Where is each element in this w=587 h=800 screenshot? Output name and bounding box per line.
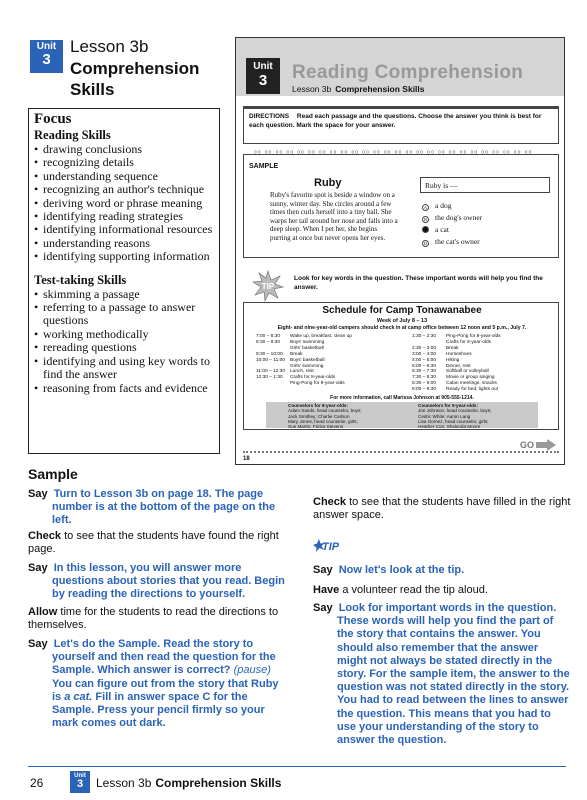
reading-skill-item: • identifying supporting information	[34, 250, 214, 263]
counselors-box	[266, 402, 538, 428]
test-skill-item: • identifying and using key words to find the answer	[34, 355, 214, 382]
schedule-time: 9:00 – 9:30	[412, 387, 437, 393]
answer-option-text: a cat	[435, 225, 449, 234]
answer-bubble-icon: A	[423, 205, 428, 210]
counselor-line: Counselors for 9-year-olds:	[418, 403, 478, 408]
schedule-activity: Horseshoes	[446, 351, 472, 357]
schedule-activity: Lunch, rest	[290, 369, 314, 375]
tip-icon	[313, 538, 353, 554]
note-check-2: Check to see that the students have filled in the right answer space.	[313, 496, 571, 522]
counselors-9	[418, 403, 548, 429]
schedule-activity: Movie or group singing	[446, 375, 495, 381]
schedule-activity: Ping-Pong for 8-year-olds	[446, 334, 501, 339]
schedule-activity: Boys' basketball	[290, 357, 325, 363]
counselor-line: Lisa Gomez, head counselor, girls;	[418, 418, 489, 424]
test-skill-item: • reasoning from facts and evidence	[34, 382, 214, 395]
answer-bubble-icon: D	[423, 241, 428, 246]
svg-text:TIP: TIP	[261, 282, 275, 291]
schedule-box	[243, 302, 559, 430]
answer-option	[422, 213, 482, 223]
arrow-right-icon	[536, 439, 556, 451]
schedule-activity: Break	[290, 351, 303, 357]
story-text: Ruby's favorite spot is beside a window on a sunny, winter day. She circles around a few times then curls herself into a tiny ball. She warps her tail around her nose and falls into a deep sleep. When I pet her, she begins purring at once but never opens her eyes.	[270, 191, 398, 242]
dotted-divider	[243, 451, 559, 453]
schedule-time: 1:30 – 2:30	[412, 334, 437, 339]
reading-skill-item: • identifying reading strategies	[34, 210, 214, 223]
reading-skill-item: • recognizing an author's technique	[34, 183, 214, 196]
tip-text: Look for key words in the question. These important words will help you find the answer.	[294, 275, 543, 291]
schedule-time: 10:00 – 11:00	[256, 357, 285, 363]
go-label: GO	[520, 440, 535, 450]
counselor-line: Heather Coe; Shalonda Moore	[418, 424, 481, 430]
reading-skills-list	[34, 143, 214, 264]
schedule-title: Schedule for Camp Tonawanabee	[322, 305, 482, 316]
schedule-activity: Crafts for 9-year-olds	[446, 339, 492, 345]
reading-skill-item: • deriving word or phrase meaning	[34, 197, 214, 210]
test-skill-item: • rereading questions	[34, 341, 214, 354]
student-unit-badge: Unit 3	[246, 58, 280, 94]
schedule-time: 11:00 – 12:30	[256, 369, 285, 375]
counselor-line: Jack Smithey; Charlie Carlson	[288, 413, 350, 419]
student-page-number: 18	[243, 456, 250, 462]
footer-page-number: 26	[30, 776, 44, 790]
page-title: Comprehension Skills	[70, 59, 200, 99]
reading-skill-item: • identifying informational resources	[34, 223, 214, 236]
sample-heading: Sample	[28, 466, 78, 482]
note-check-1: Check to see that the students have found the right page.	[28, 530, 279, 556]
sample-box	[243, 150, 559, 258]
footer-divider	[28, 766, 566, 767]
reading-skill-item: • recognizing details	[34, 156, 214, 169]
reading-skill-item: • understanding reasons	[34, 237, 214, 250]
student-page-title: Reading Comprehension	[292, 62, 524, 83]
sample-label: SAMPLE	[249, 163, 279, 170]
student-page-subtitle: Lesson 3b Comprehension Skills	[292, 84, 425, 94]
schedule-time: 7:30 – 8:30	[412, 375, 437, 381]
answer-option	[422, 237, 480, 247]
schedule-time: 8:30 – 9:00	[412, 381, 437, 387]
schedule-activity: Wake up, breakfast, clean up	[290, 334, 352, 339]
reading-skill-item: • drawing conclusions	[34, 143, 214, 156]
schedule-activity: Softball or volleyball	[446, 369, 489, 375]
schedule-note: Eight- and nine-year-old campers should check in at camp office between 12 noon and 5 p.m., July 7.	[277, 325, 527, 331]
answer-option	[422, 225, 449, 234]
schedule-time: 12:30 – 1:30	[256, 375, 283, 381]
directions-box: DIRECTIONS Read each passage and the questions. Choose the answer you think is best for each question. Mark the space for your answer.	[243, 106, 559, 144]
note-say-3: Say Let's do the Sample. Read the story to yourself and then read the question for the Sample. Which answer is correct? (pause) You can figure out from the story that Ruby is a cat. Fill in answer space C for the Sample. Press your pencil firmly so your mark comes out dark.	[28, 638, 279, 730]
schedule-info: For more information, call Marissa Johnson at 905-555-1214.	[330, 395, 474, 401]
footer-unit-badge: Unit 3	[70, 771, 90, 793]
counselor-line: Cedric White; Aaron Lang	[418, 413, 471, 419]
schedule-activity: Girls' swimming	[290, 363, 324, 369]
student-page-header	[236, 38, 564, 96]
story-title: Ruby	[314, 177, 342, 189]
schedule-time: 8:30 – 9:30	[256, 339, 281, 345]
test-skills-list	[34, 288, 214, 395]
note-allow: Allow time for the students to read the directions to themselves.	[28, 606, 279, 632]
schedule-activity: Dinner, rest	[446, 363, 471, 369]
note-say-5: Say Look for important words in the question. These words will help you find the part of the story that contains the answer. You should also remember that the answer might not always be stated directly in the story. For the sample item, the answer to the question was not stated directly in the story. You had to read between the lines to answer the question. This means that you had to use your understanding of the story to answer the question.	[313, 602, 570, 747]
reading-skills-heading: Reading Skills	[34, 128, 111, 142]
schedule-time: 6:30 – 7:30	[412, 369, 437, 375]
test-skills-heading: Test-taking Skills	[34, 272, 127, 287]
schedule-activity: Boys' swimming	[290, 339, 325, 345]
schedule-time: 7:00 – 8:30	[256, 334, 281, 339]
test-skill-item: • referring to a passage to answer questions	[34, 301, 214, 328]
footer-title: Lesson 3b Comprehension Skills	[96, 776, 282, 790]
schedule-row	[412, 387, 498, 393]
unit-badge: Unit 3	[30, 40, 63, 73]
schedule-time: 3:00 – 4:00	[412, 351, 437, 357]
test-skill-item: • skimming a passage	[34, 288, 214, 301]
answer-option	[422, 201, 451, 211]
note-say-1: Say Turn to Lesson 3b on page 18. The page number is at the bottom of the page on the left.	[28, 488, 276, 527]
counselor-line: Mary Jones, head counselor, girls;	[288, 418, 358, 424]
schedule-activity: Ready for bed, lights out	[446, 387, 498, 393]
note-say-4: Say Now let's look at the tip.	[313, 564, 465, 576]
student-page	[235, 37, 565, 465]
focus-heading: Focus	[34, 111, 72, 127]
schedule-time: 2:30 – 3:00	[412, 345, 437, 351]
note-say-2: Say In this lesson, you will answer more questions about stories that you read. Begin by reading the directions to yourself.	[28, 562, 285, 601]
schedule-time: 5:00 – 6:30	[412, 363, 437, 369]
schedule-time: 4:00 – 5:00	[412, 357, 437, 363]
tip-starburst-icon	[252, 270, 284, 302]
schedule-activity: Girls' basketball	[290, 345, 324, 351]
counselor-line: Joe Johnson, head counselor, boys;	[418, 408, 492, 414]
svg-text:TIP: TIP	[322, 541, 340, 553]
filled-bubble-icon	[422, 226, 429, 233]
counselor-line: Counselors for 8-year-olds:	[288, 403, 348, 408]
answer-option-text: the dog's owner	[435, 213, 483, 222]
focus-box	[28, 108, 220, 454]
schedule-week: Week of July 8 – 13	[376, 318, 428, 324]
schedule-row	[256, 381, 345, 387]
answer-bubble-icon: B	[423, 217, 427, 222]
answer-option-text: the cat's owner	[435, 237, 480, 246]
counselor-line: Sue Martin; Fricka Stevens	[288, 424, 344, 430]
schedule-activity: Cabin meetings, snacks	[446, 381, 497, 387]
note-have: Have a volunteer read the tip aloud.	[313, 584, 488, 596]
counselor-line: Adam Sands, head counselor, boys;	[288, 408, 362, 414]
spiral-binding-icon: ᵒᵒ ᵒᵒ ᵒᵒ ᵒᵒ ᵒᵒ ᵒᵒ ᵒᵒ ᵒᵒ ᵒᵒ ᵒᵒ ᵒᵒ ᵒᵒ ᵒᵒ ᵒᵒ ᵒᵒ ᵒᵒ ᵒᵒ ᵒᵒ ᵒᵒ ᵒᵒ ᵒᵒ ᵒᵒ ᵒᵒ ᵒᵒ ᵒᵒ ᵒᵒ	[254, 150, 533, 157]
schedule-activity: Crafts for 8-year-olds	[290, 375, 336, 381]
schedule-activity: Ping-Pong for 9-year-olds	[290, 381, 345, 387]
answer-option-text: a dog	[435, 201, 452, 210]
question-box: Ruby is —	[420, 177, 550, 193]
test-skill-item: • working methodically	[34, 328, 214, 341]
schedule-activity: Hiking	[446, 357, 460, 363]
schedule-time: 9:30 – 10:00	[256, 351, 283, 357]
schedule-activity: Break	[446, 345, 459, 351]
counselors-8	[288, 403, 418, 429]
reading-skill-item: • understanding sequence	[34, 170, 214, 183]
lesson-label: Lesson 3b	[70, 37, 149, 56]
